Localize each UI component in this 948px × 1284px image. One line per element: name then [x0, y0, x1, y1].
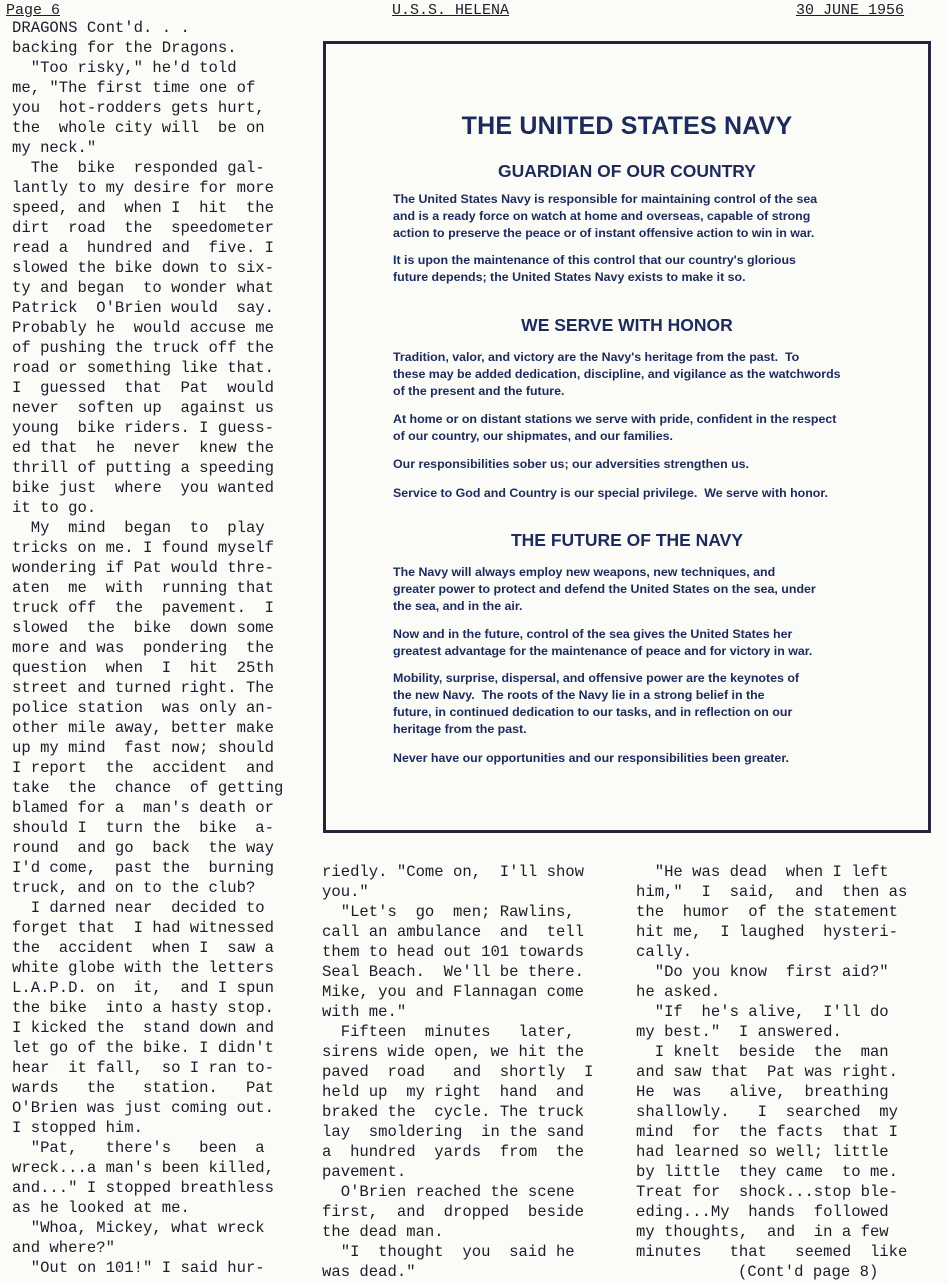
text-line: sirens wide open, we hit the: [322, 1043, 585, 1061]
text-line: round and go back the way: [12, 839, 275, 857]
text-line: I kicked the stand down and: [12, 1019, 275, 1037]
text-line: take the chance of getting: [12, 779, 284, 797]
paragraph: Never have our opportunities and our responsibilities been greater.: [393, 751, 789, 765]
text-line: call an ambulance and tell: [322, 923, 585, 941]
page-number: Page 6: [6, 2, 61, 19]
text-line: "Let's go men; Rawlins,: [322, 903, 575, 921]
text-line: backing for the Dragons.: [12, 39, 237, 57]
text-line: Fifteen minutes later,: [322, 1023, 575, 1041]
text-line: of pushing the truck off the: [12, 339, 275, 357]
text-line: should I turn the bike a-: [12, 819, 275, 837]
text-line: question when I hit 25th: [12, 659, 275, 677]
text-line: you hot-rodders gets hurt,: [12, 99, 265, 117]
text-line: Mike, you and Flannagan come: [322, 983, 585, 1001]
text-line: bike just where you wanted: [12, 479, 275, 497]
section-heading-guardian: GUARDIAN OF OUR COUNTRY: [498, 161, 756, 181]
text-line: Treat for shock...stop ble-: [636, 1183, 899, 1201]
section-heading-honor: WE SERVE WITH HONOR: [521, 315, 733, 335]
text-line: My mind began to play: [12, 519, 265, 537]
paragraph: Tradition, valor, and victory are the Navy's heritage from the past. To these may be added dedication, discipline, and vigilance as the watchwords of the present and the future.: [393, 350, 841, 398]
text-line: slowed the bike down to six-: [12, 259, 275, 277]
text-line: as he looked at me.: [12, 1199, 190, 1217]
text-line: truck, and on to the club?: [12, 879, 256, 897]
text-line: the bike into a hasty stop.: [12, 999, 275, 1017]
text-line: the accident when I saw a: [12, 939, 275, 957]
text-line: the dead man.: [322, 1223, 444, 1241]
text-line: dirt road the speedometer: [12, 219, 275, 237]
text-line: and saw that Pat was right.: [636, 1063, 899, 1081]
text-line: never soften up against us: [12, 399, 275, 417]
paragraph: Our responsibilities sober us; our adversities strengthen us.: [393, 457, 749, 471]
text-line: He was alive, breathing: [636, 1083, 889, 1101]
navy-creed-box: [323, 41, 931, 833]
text-line: ty and began to wonder what: [12, 279, 275, 297]
text-line: wards the station. Pat: [12, 1079, 275, 1097]
text-line: lay smoldering in the sand: [322, 1123, 585, 1141]
text-line: him," I said, and then as: [636, 883, 908, 901]
text-line: my best." I answered.: [636, 1023, 842, 1041]
text-line: O'Brien was just coming out.: [12, 1099, 275, 1117]
paragraph: The United States Navy is responsible for maintaining control of the sea and is a ready force on watch at home and overseas, capable of strong action to preserve the peace or of instant offensive action to win in war.: [393, 192, 818, 240]
text-line: you.": [322, 883, 369, 901]
issue-date: 30 JUNE 1956: [796, 2, 905, 19]
paragraph: At home or on distant stations we serve with pride, confident in the respect of our country, our shipmates, and our families.: [393, 412, 837, 443]
box-title: THE UNITED STATES NAVY: [461, 112, 793, 140]
text-line: road or something like that.: [12, 359, 275, 377]
publication-name: U.S.S. HELENA: [392, 2, 510, 19]
text-line: it to go.: [12, 499, 97, 517]
text-line: slowed the bike down some: [12, 619, 275, 637]
story-column-3: [636, 862, 936, 1262]
text-line: "I thought you said he: [322, 1243, 575, 1261]
text-line: paved road and shortly I: [322, 1063, 594, 1081]
text-line: wreck...a man's been killed,: [12, 1159, 275, 1177]
text-line: hear it fall, so I ran to-: [12, 1059, 275, 1077]
text-line: more and was pondering the: [12, 639, 275, 657]
text-line: my thoughts, and in a few: [636, 1223, 889, 1241]
text-line: "Out on 101!" I said hur-: [12, 1259, 265, 1277]
text-line: eding...My hands followed: [636, 1203, 889, 1221]
text-line: cally.: [636, 943, 693, 961]
text-line: The bike responded gal-: [12, 159, 265, 177]
text-line: them to head out 101 towards: [322, 943, 585, 961]
text-line: and..." I stopped breathless: [12, 1179, 275, 1197]
text-line: thrill of putting a speeding: [12, 459, 275, 477]
text-line: blamed for a man's death or: [12, 799, 275, 817]
text-line: minutes that seemed like: [636, 1243, 908, 1261]
paragraph: Service to God and Country is our special privilege. We serve with honor.: [393, 486, 828, 500]
text-line: mind for the facts that I: [636, 1123, 899, 1141]
text-line: up my mind fast now; should: [12, 739, 275, 757]
section-heading-future: THE FUTURE OF THE NAVY: [510, 530, 744, 550]
text-line: a hundred yards from the: [322, 1143, 585, 1161]
text-line: police station was only an-: [12, 699, 275, 717]
text-line: young bike riders. I guess-: [12, 419, 275, 437]
text-line: aten me with running that: [12, 579, 275, 597]
text-line: speed, and when I hit the: [12, 199, 275, 217]
text-line: street and turned right. The: [12, 679, 275, 697]
text-line: Patrick O'Brien would say.: [12, 299, 275, 317]
text-line: my neck.": [12, 139, 97, 157]
text-line: I stopped him.: [12, 1119, 144, 1137]
text-line: and where?": [12, 1239, 115, 1257]
text-line: pavement.: [322, 1163, 407, 1181]
text-line: other mile away, better make: [12, 719, 275, 737]
text-line: I darned near decided to: [12, 899, 265, 917]
text-line: DRAGONS Cont'd. . .: [12, 19, 190, 37]
text-line: "Pat, there's been a: [12, 1139, 265, 1157]
text-line: "Too risky," he'd told: [12, 59, 237, 77]
text-line: ed that he never knew the: [12, 439, 275, 457]
text-line: "If he's alive, I'll do: [636, 1003, 889, 1021]
text-line: Seal Beach. We'll be there.: [322, 963, 585, 981]
text-line: by little they came to me.: [636, 1163, 899, 1181]
paragraph: The Navy will always employ new weapons, new techniques, and greater power to protect and defend the United States on the sea, under the sea, and in the air.: [393, 565, 816, 613]
continued-note: (Cont'd page 8): [738, 1263, 879, 1281]
paragraph: It is upon the maintenance of this control that our country's glorious future depends; the United States Navy exists to make it so.: [393, 253, 796, 284]
text-line: wondering if Pat would thre-: [12, 559, 275, 577]
story-column-1: [12, 18, 312, 1278]
text-line: "Do you know first aid?": [636, 963, 889, 981]
text-line: I guessed that Pat would: [12, 379, 275, 397]
paragraph: Now and in the future, control of the sea gives the United States her greatest advantage for the maintenance of peace and for victory in war.: [393, 627, 813, 658]
text-line: the humor of the statement: [636, 903, 899, 921]
text-line: first, and dropped beside: [322, 1203, 585, 1221]
text-line: had learned so well; little: [636, 1143, 889, 1161]
text-line: read a hundred and five. I: [12, 239, 275, 257]
text-line: braked the cycle. The truck: [322, 1103, 585, 1121]
text-line: "Whoa, Mickey, what wreck: [12, 1219, 265, 1237]
text-line: with me.": [322, 1003, 407, 1021]
text-line: the whole city will be on: [12, 119, 265, 137]
text-line: me, "The first time one of: [12, 79, 256, 97]
text-line: held up my right hand and: [322, 1083, 585, 1101]
text-line: I report the accident and: [12, 759, 275, 777]
text-line: hit me, I laughed hysteri-: [636, 923, 899, 941]
text-line: white globe with the letters: [12, 959, 275, 977]
text-line: "He was dead when I left: [636, 863, 889, 881]
text-line: tricks on me. I found myself: [12, 539, 275, 557]
text-line: I knelt beside the man: [636, 1043, 889, 1061]
story-column-2: [322, 862, 622, 1282]
text-line: L.A.P.D. on it, and I spun: [12, 979, 275, 997]
text-line: he asked.: [636, 983, 721, 1001]
text-line: lantly to my desire for more: [12, 179, 275, 197]
text-line: riedly. "Come on, I'll show: [322, 863, 585, 881]
text-line: truck off the pavement. I: [12, 599, 275, 617]
text-line: shallowly. I searched my: [636, 1103, 899, 1121]
text-line: Probably he would accuse me: [12, 319, 275, 337]
text-line: was dead.": [322, 1263, 416, 1281]
text-line: I'd come, past the burning: [12, 859, 275, 877]
text-line: O'Brien reached the scene: [322, 1183, 575, 1201]
text-line: let go of the bike. I didn't: [12, 1039, 275, 1057]
text-line: forget that I had witnessed: [12, 919, 275, 937]
paragraph: Mobility, surprise, dispersal, and offensive power are the keynotes of the new Navy. The roots of the Navy lie in a strong belief in the future, in continued dedication to our tasks, and in reflection on our heritage from the past.: [393, 671, 800, 736]
